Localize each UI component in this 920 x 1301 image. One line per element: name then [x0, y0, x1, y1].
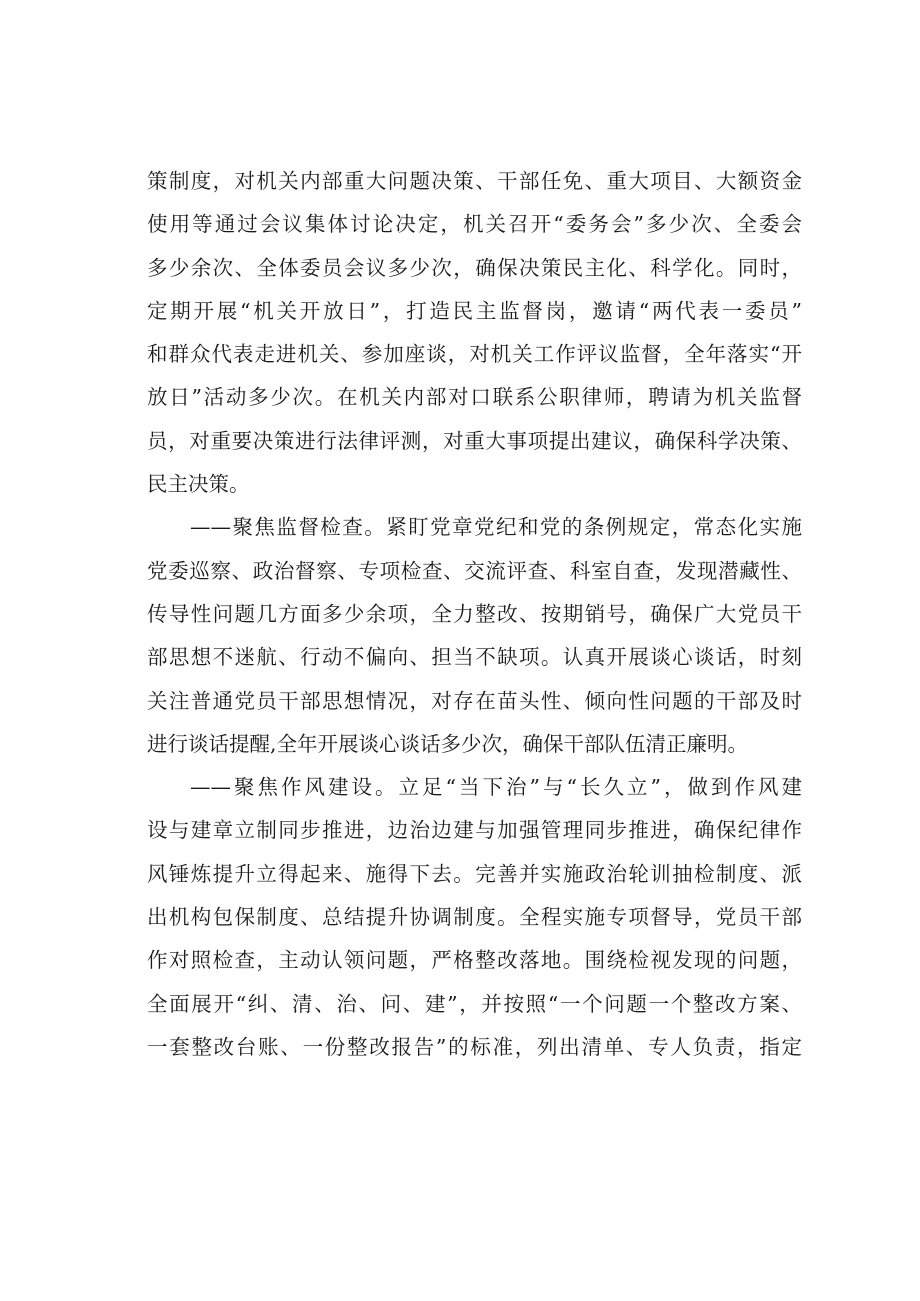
text-line: 传导性问题几方面多少余项，全力整改、按期销号，确保广大党员干	[147, 601, 802, 626]
text-line: 进行谈话提醒,全年开展谈心谈话多少次，确保干部队伍清正廉明。	[147, 731, 749, 756]
text-line: 和群众代表走进机关、参加座谈，对机关工作评议监督，全年落实“开	[147, 342, 802, 367]
text-line: 党委巡察、政治督察、专项检查、交流评查、科室自查，发现潜藏性、	[147, 558, 802, 583]
section-heading-line: ——聚焦作风建设。立足“当下治”与“长久立”，做到作风建	[190, 775, 802, 800]
text-line: 一套整改台账、一份整改报告”的标准，列出清单、专人负责，指定	[147, 1034, 802, 1059]
text-line: 风锤炼提升立得起来、施得下去。完善并实施政治轮训抽检制度、派	[147, 861, 802, 886]
text-line: 定期开展“机关开放日”，打造民主监督岗，邀请“两代表一委员”	[147, 298, 802, 323]
text-line: 民主决策。	[147, 472, 250, 497]
text-line: 全面展开“纠、清、治、问、建”，并按照“一个问题一个整改方案、	[147, 991, 802, 1016]
text-line: 作对照检查，主动认领问题，严格整改落地。围绕检视发现的问题，	[147, 948, 802, 973]
text-line: 策制度，对机关内部重大问题决策、干部任免、重大项目、大额资金	[147, 169, 802, 193]
text-line: 部思想不迷航、行动不偏向、担当不缺项。认真开展谈心谈话，时刻	[147, 645, 802, 670]
text-line: 员，对重要决策进行法律评测，对重大事项提出建议，确保科学决策、	[147, 428, 802, 453]
text-line: 出机构包保制度、总结提升协调制度。全程实施专项督导，党员干部	[147, 905, 802, 930]
text-line: 多少余次、全体委员会议多少次，确保决策民主化、科学化。同时，	[147, 255, 802, 280]
text-line: 使用等通过会议集体讨论决定，机关召开“委务会”多少次、全委会	[147, 212, 802, 237]
text-line: 放日”活动多少次。在机关内部对口联系公职律师，聘请为机关监督	[147, 385, 802, 410]
document-body	[147, 160, 802, 1069]
text-line: 关注普通党员干部思想情况，对存在苗头性、倾向性问题的干部及时	[147, 688, 802, 713]
section-heading-line: ——聚焦监督检查。紧盯党章党纪和党的条例规定，常态化实施	[190, 515, 802, 540]
text-line: 设与建章立制同步推进，边治边建与加强管理同步推进，确保纪律作	[147, 818, 802, 843]
